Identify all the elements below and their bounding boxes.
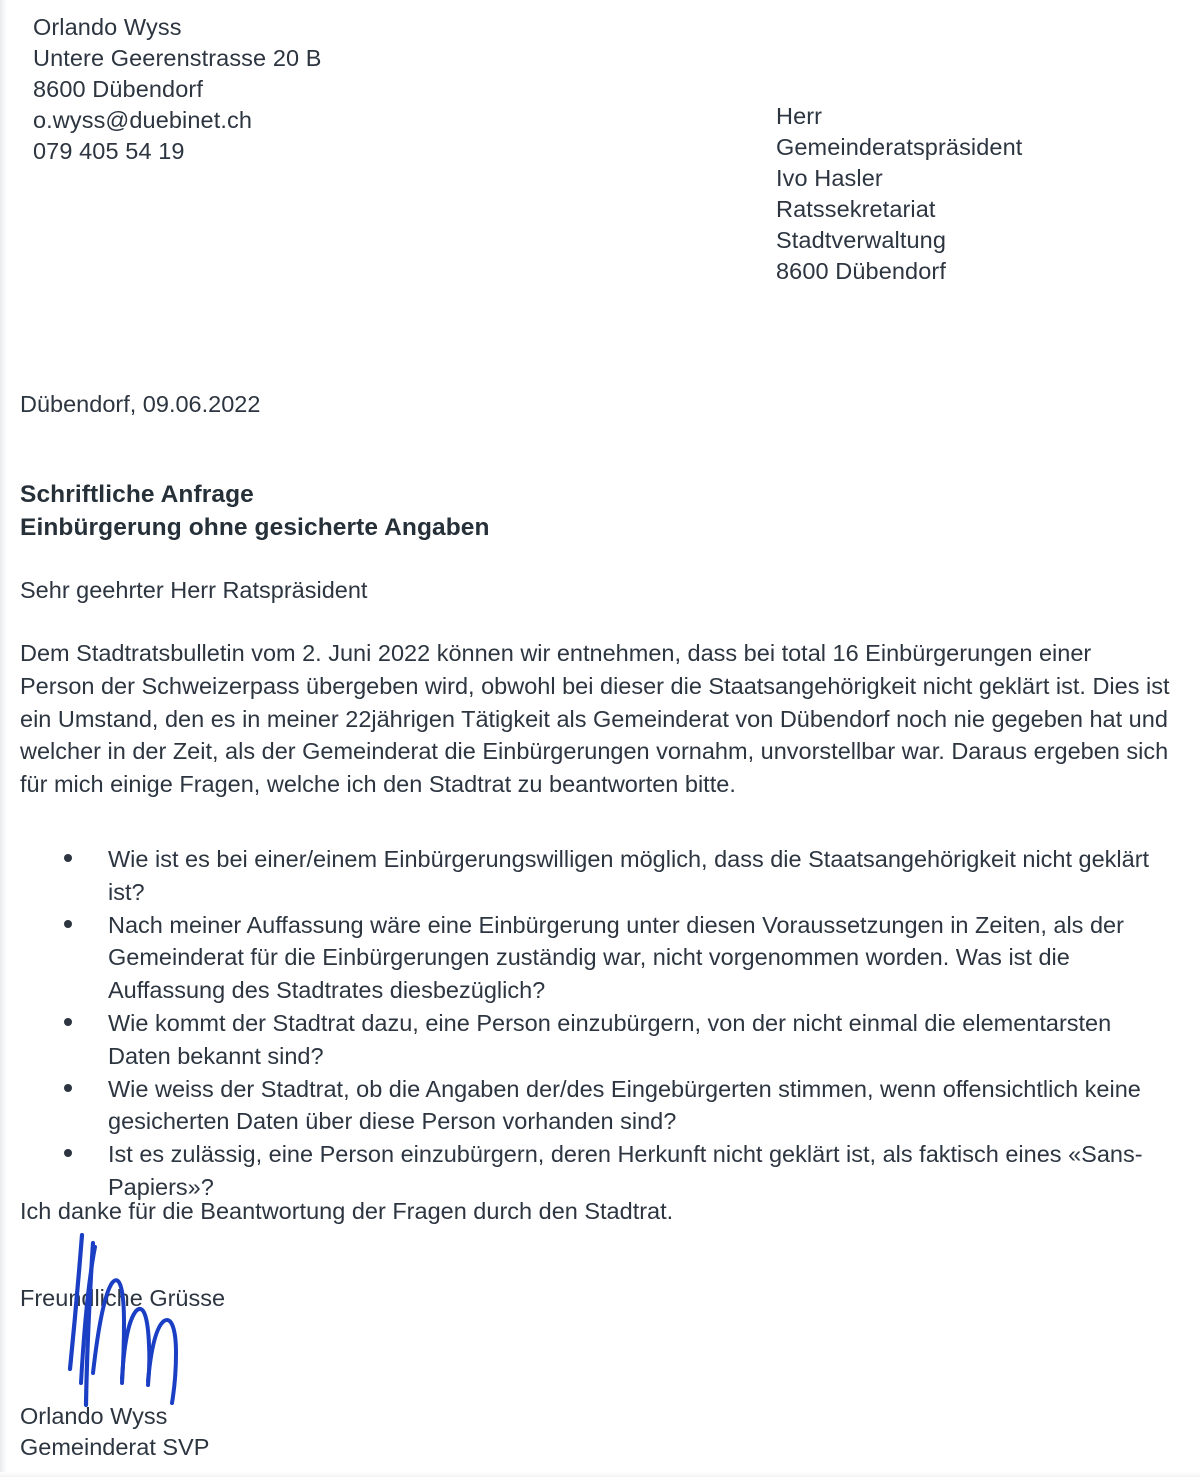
place-and-date: Dübendorf, 09.06.2022 [20,391,261,417]
sender-name: Orlando Wyss [33,14,182,40]
sender-city: 8600 Dübendorf [33,76,203,102]
thanks-line: Ich danke für die Beantwortung der Fragen durch den Stadtrat. [20,1198,674,1224]
scan-edge-shadow-bottom [0,1472,1200,1477]
list-item [20,843,1170,909]
question-list [20,843,1170,1204]
bullet-point-icon [64,1018,72,1026]
question-text: Nach meiner Auffassung wäre eine Einbürgerung unter diesen Voraussetzungen in Zeiten, als der Gemeinderat für die Einbürgerungen zuständig war, nicht vorgenommen worden. Was ist die Auffassung des Stadtrates diesbezüglich? [108,911,1124,1004]
recipient-department: Ratssekretariat [776,196,936,222]
bullet-point-icon [64,1084,72,1092]
question-text: Wie weiss der Stadtrat, ob die Angaben der/des Eingebürgerten stimmen, wenn offensichtlich keine gesicherten Daten über diese Person vorhanden sind? [108,1075,1141,1135]
letter-title-line-2: Einbürgerung ohne gesicherte Angaben [20,514,490,541]
sender-address-block [33,12,322,167]
question-text: Wie kommt der Stadtrat dazu, eine Person einzubürgern, von der nicht einmal die elementarsten Daten bekannt sind? [108,1009,1112,1069]
list-item [20,1007,1170,1073]
list-item [20,1138,1170,1204]
signature-role: Gemeinderat SVP [20,1434,210,1460]
signature-name: Orlando Wyss [20,1403,168,1429]
recipient-salutation: Herr [776,103,823,129]
bullet-point-icon [64,920,72,928]
recipient-address-block [776,101,1022,287]
letter-title [20,478,490,544]
sender-phone: 079 405 54 19 [33,138,185,164]
question-text: Ist es zulässig, eine Person einzubürgern, deren Herkunft nicht geklärt ist, als faktisch eines «Sans-Papiers»? [108,1141,1143,1200]
scan-edge-shadow-left [0,0,7,1477]
letter-salutation: Sehr geehrter Herr Ratspräsident [20,577,368,603]
closing-greeting: Freundliche Grüsse [20,1285,226,1311]
bullet-point-icon [64,1149,72,1157]
signature-block [20,1401,209,1463]
handwritten-signature [48,1233,238,1418]
recipient-organisation: Stadtverwaltung [776,227,947,253]
bullet-point-icon [64,854,72,862]
letter-title-line-1: Schriftliche Anfrage [20,481,254,508]
question-text: Wie ist es bei einer/einem Einbürgerungswilligen möglich, dass die Staatsangehörigkeit nicht geklärt ist? [108,846,1150,905]
sender-street: Untere Geerenstrasse 20 B [33,45,322,71]
sender-email: o.wyss@duebinet.ch [33,107,252,133]
list-item [20,1073,1170,1139]
intro-paragraph: Dem Stadtratsbulletin vom 2. Juni 2022 können wir entnehmen, dass bei total 16 Einbürgerungen einer Person der Schweizerpass übergeben wird, obwohl bei dieser die Staatsangehörigkeit nicht geklärt ist. Dies ist ein Umstand, den es in meiner 22jährigen Tätigkeit als Gemeinderat von Dübendorf noch nie gegeben hat und welcher in der Zeit, als der Gemeinderat die Einbürgerungen vornahm, unvorstellbar war. Daraus ergeben sich für mich einige Fragen, welche ich den Stadtrat zu beantworten bitte. [20,640,1170,798]
list-item [20,909,1170,1007]
recipient-name: Ivo Hasler [776,165,883,191]
recipient-city: 8600 Dübendorf [776,258,946,284]
recipient-title: Gemeinderatspräsident [776,134,1023,160]
